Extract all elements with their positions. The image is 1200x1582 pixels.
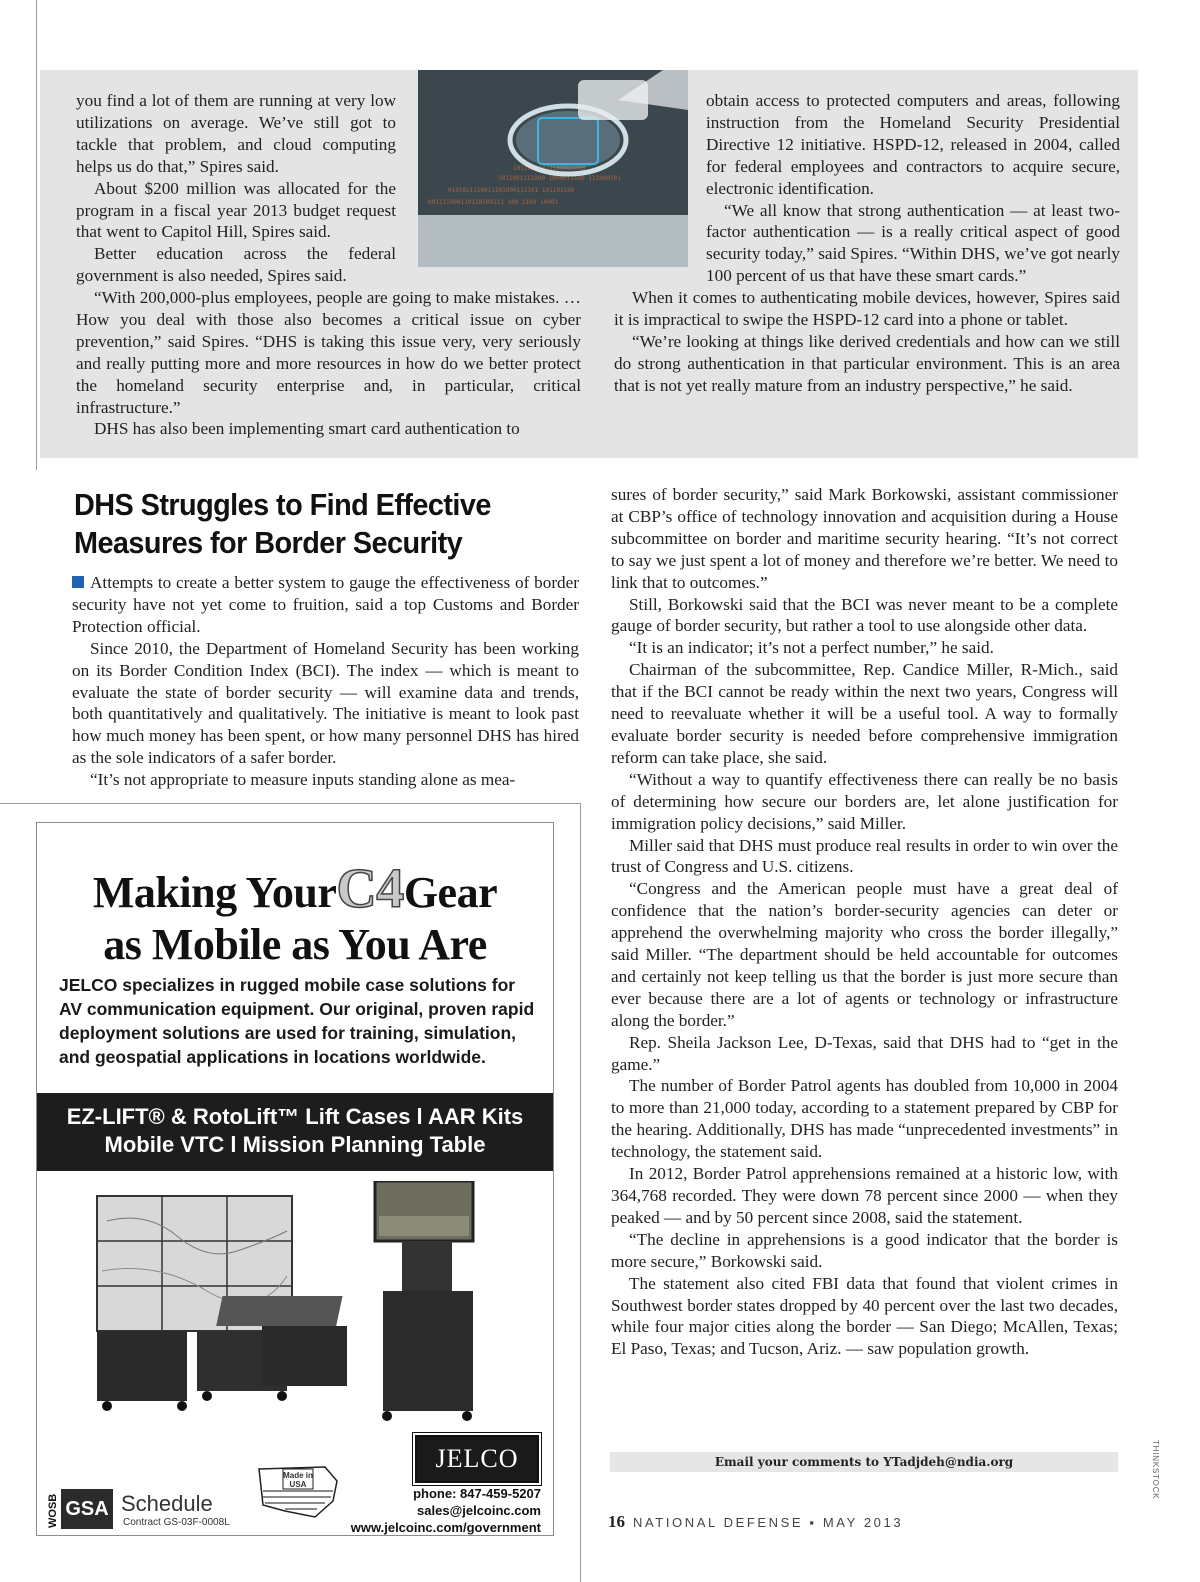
article-headline: DHS Struggles to Find Effective Measures for Border Security: [74, 487, 491, 560]
svg-text:1011001111000 1000011100 11100: 1011001111000 1000011100 111000101: [498, 175, 621, 182]
paragraph: Miller said that DHS must produce real results in order to win over the trust of Congress and U.S. citizens.: [611, 835, 1118, 877]
ad-title-line2: as Mobile as You Are: [103, 920, 487, 969]
paragraph: “The decline in apprehensions is a good indicator that the border is more secure,” Borkowski said.: [611, 1229, 1118, 1271]
svg-text:0101011110011101000111101 1011: 0101011110011101000111101 101101100: [448, 187, 575, 194]
jelco-logo: JELCO: [415, 1435, 539, 1483]
wosb-label: WOSB: [47, 1493, 59, 1528]
magnifier-hand-icon: [418, 70, 688, 267]
paragraph: “Congress and the American people must have a great deal of confidence that the nation’s border-security agencies can deter or apprehend the overwhelming majority who cross the border illegally,” said Miller. “The department should be held accountable for outcomes and certainly not keep telling us that the border is just more secure than ever because there are a lot of agents or technology or infrastructure along the border.”: [611, 879, 1118, 1030]
email-link[interactable]: YTadjdeh@ndia.org: [883, 1455, 1014, 1469]
made-in-text: Made in: [283, 1471, 313, 1480]
ad-band-line1: EZ-LIFT® & RotoLift™ Lift Cases l AAR Kits: [66, 1104, 524, 1129]
security-photo: [418, 70, 688, 267]
lead-paragraph: [72, 572, 579, 638]
paragraph: About $200 million was allocated for the program in a fiscal year 2013 budget request that went to Capitol Hill, Spires said.: [76, 178, 396, 242]
svg-text:10110010011100011000: 10110010011100011000: [513, 165, 586, 172]
paragraph: In 2012, Border Patrol apprehensions remained at a historic low, with 364,768 recorded. They were down 78 percent since 2000 — when they peaked — and by 50 percent since 2008, said the statement.: [611, 1164, 1118, 1227]
email-prefix: Email your comments to: [714, 1455, 884, 1469]
top-left-narrow-column: [76, 90, 396, 287]
ad-frame-right-rule: [580, 803, 581, 1582]
paragraph: “Without a way to quantify effectiveness there can really be no basis of determining how secure our borders are, let alone justification for immigration policy decisions,” said Miller.: [611, 769, 1118, 833]
jelco-advertisement[interactable]: [36, 822, 554, 1536]
gsa-logo: GSA: [61, 1489, 113, 1529]
page-number: 16: [608, 1512, 625, 1531]
top-left-wide-column: [76, 287, 581, 440]
top-right-narrow-column: [706, 90, 1120, 287]
svg-text:001111000110110100111 100 1100: 001111000110110100111 100 1100 10001: [428, 199, 559, 206]
paragraph: “With 200,000-plus employees, people are going to make mistakes. … How you deal with those also becomes a critical issue on cyber prevention,” said Spires. “DHS is taking this issue very, very seriously and really putting more and more resources in how do we better protect the homeland security enterprise and, in particular, critical infrastructure.”: [76, 288, 581, 417]
paragraph: DHS has also been implementing smart card authentication to: [94, 419, 520, 439]
paragraph: sures of border security,” said Mark Borkowski, assistant commissioner at CBP’s office of technology innovation and acquisition during a House subcommittee on border and maritime security hearing. “It’s not correct to say we just spent a lot of money and therefore we’re better. We need to link that to outcomes.”: [611, 485, 1118, 592]
paragraph: Better education across the federal government is also needed, Spires said.: [76, 244, 396, 286]
publication-name: NATIONAL DEFENSE: [633, 1515, 804, 1530]
paragraph: “It is an indicator; it’s not a perfect number,” he said.: [629, 638, 994, 658]
issue-date: MAY 2013: [822, 1515, 904, 1530]
equipment-photo: [87, 1181, 547, 1431]
left-margin-rule: [36, 0, 37, 470]
paragraph: you find a lot of them are running at very low utilizations on average. We’ve still got to tackle that problem, and cloud computing helps us do that,” Spires said.: [76, 91, 396, 176]
ad-contact-block: [337, 1485, 541, 1536]
ad-website[interactable]: www.jelcoinc.com/government: [350, 1520, 541, 1535]
ad-headline: [37, 858, 553, 971]
paragraph: The number of Border Patrol agents has doubled from 10,000 in 2004 to more than 21,000 today, according to a statement prepared by CBP for the hearing. Additionally, DHS has made “unprecedented investments” in technology, the statement said.: [611, 1076, 1118, 1162]
photo-credit: THINKSTOCK: [1151, 1440, 1160, 1500]
article-right-column: [611, 484, 1118, 1360]
paragraph: “It’s not appropriate to measure inputs standing alone as mea-: [90, 770, 516, 790]
article-left-column: [72, 572, 579, 791]
gsa-schedule-label: Schedule: [121, 1491, 213, 1516]
ad-title-c4: C4: [336, 858, 404, 920]
paragraph: Still, Borkowski said that the BCI was never meant to be a complete gauge of border security, but rather a tool to use alongside other data.: [611, 594, 1118, 636]
page-footer: [608, 1512, 903, 1532]
top-right-wide-column: [614, 287, 1120, 397]
paragraph: Chairman of the subcommittee, Rep. Candice Miller, R-Mich., said that if the BCI cannot be ready within the next two years, Congress will need to reevaluate whether it will be a useful tool. A way to formally evaluate border security is needed before comprehensive immigration reform can take place, she said.: [611, 660, 1118, 767]
ad-phone[interactable]: phone: 847-459-5207: [413, 1486, 541, 1501]
paragraph: obtain access to protected computers and areas, following instruction from the Homeland Security Presidential Directive 12 initiative. HSPD-12, released in 2004, called for federal employees and contractors to acquire secure, electronic identification.: [706, 91, 1120, 198]
ad-product-band: [37, 1093, 553, 1171]
ad-title-part2: Gear: [403, 868, 498, 917]
paragraph: “We all know that strong authentication — at least two-factor authentication — is a really critical aspect of good security today,” said Spires. “Within DHS, we’ve got nearly 100 percent of us that have these smart cards.”: [706, 200, 1120, 286]
footer-separator: ▪: [809, 1515, 817, 1530]
email-comments-bar: [610, 1452, 1118, 1472]
ad-title-part1: Making Your: [92, 868, 337, 917]
lead-text: Attempts to create a better system to gauge the effectiveness of border security have not yet come to fruition, said a top Customs and Border Protection official.: [72, 573, 579, 636]
usa-text: USA: [289, 1480, 307, 1489]
made-in-usa-label: [283, 1471, 313, 1489]
paragraph: “We’re looking at things like derived credentials and how can we still do strong authentication in that particular environment. This is an area that is not yet really mature from an industry perspective,” he said.: [614, 331, 1120, 395]
paragraph: Since 2010, the Department of Homeland Security has been working on its Border Condition Index (BCI). The index — which is meant to evaluate the state of border security — will examine data and trends, both quantitatively and qualitatively. The initiative is meant to look past how much money has been spent, or how many personnel DHS has hired as the sole indicators of a safer border.: [72, 638, 579, 768]
ad-email[interactable]: sales@jelcoinc.com: [417, 1503, 541, 1518]
paragraph: The statement also cited FBI data that found that violent crimes in Southwest border states dropped by 40 percent over the last two decades, while four major cities along the border — San Diego; McAllen, Texas; El Paso, Texas; and Tucson, Ariz. — saw population growth.: [611, 1273, 1118, 1359]
ad-subtitle: JELCO specializes in rugged mobile case solutions for AV communication equipment. Our original, proven rapid deployment solutions are used for training, simulation, and geospatial applications in locations worldwide.: [59, 975, 535, 1067]
ad-band-line2: Mobile VTC l Mission Planning Table: [104, 1132, 486, 1157]
gsa-contract-number: Contract GS-03F-0008L: [123, 1517, 230, 1528]
paragraph: Rep. Sheila Jackson Lee, D-Texas, said that DHS had to “get in the game.”: [611, 1032, 1118, 1074]
ad-frame-top-rule: [0, 803, 580, 804]
bullet-square-icon: [72, 576, 84, 588]
paragraph: When it comes to authenticating mobile devices, however, Spires said it is impractical to swipe the HSPD-12 card into a phone or tablet.: [614, 288, 1120, 329]
